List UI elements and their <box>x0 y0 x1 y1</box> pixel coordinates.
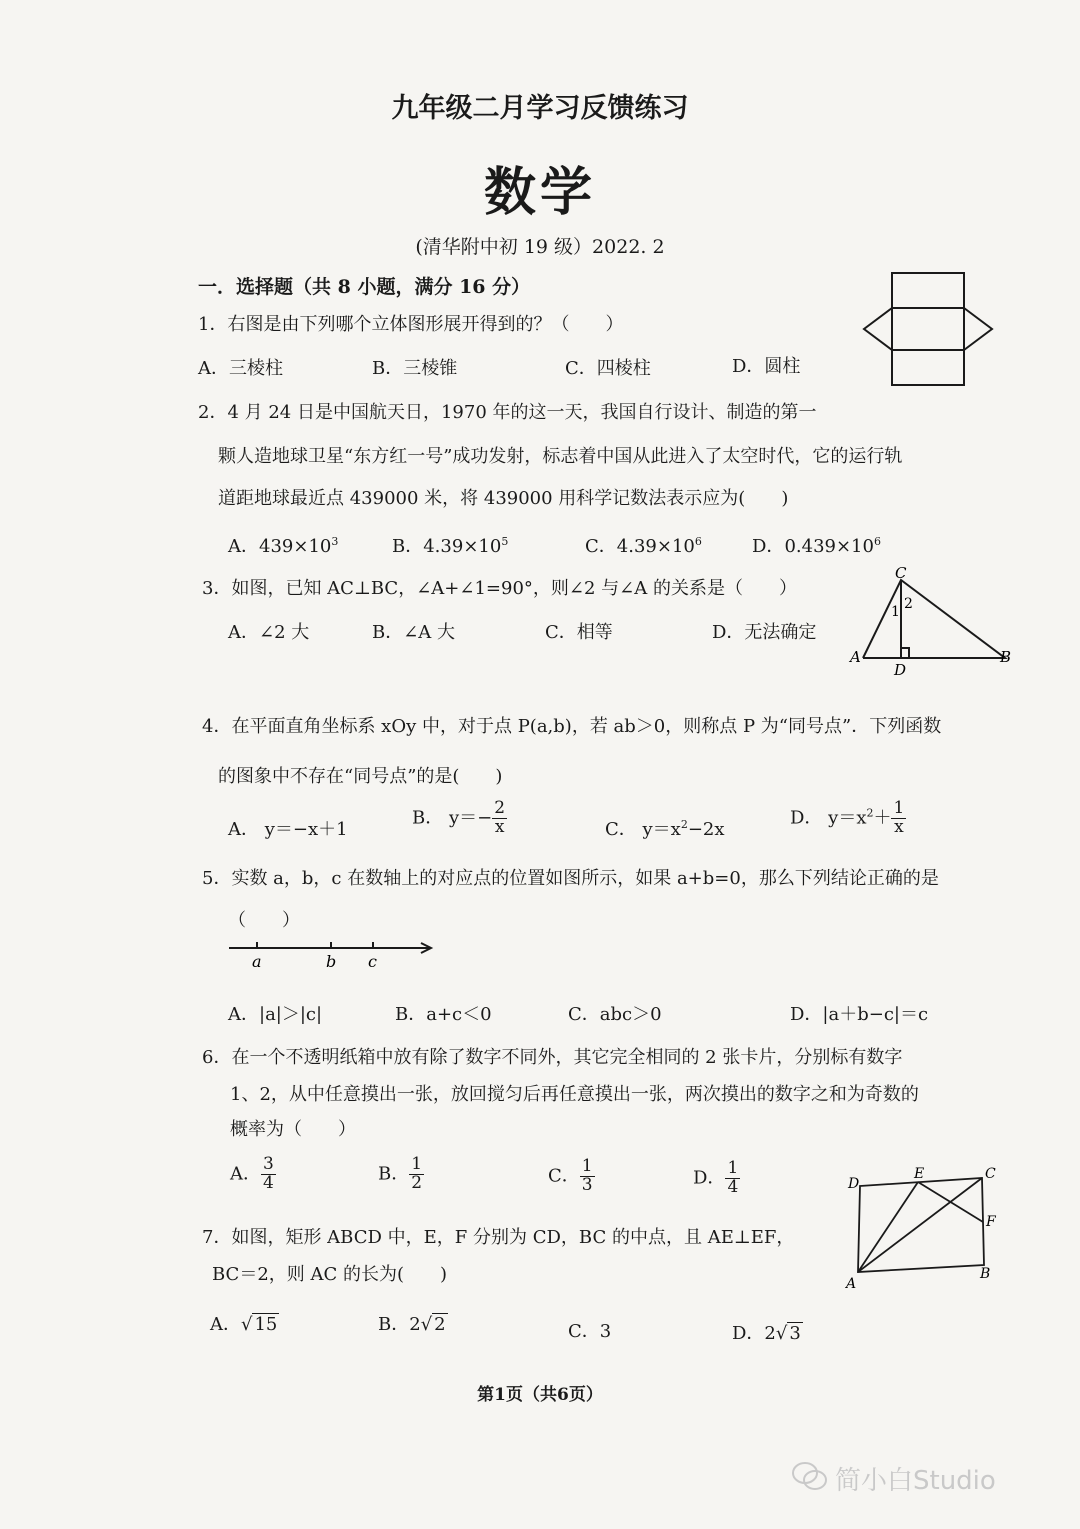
wechat-icon <box>790 1458 830 1494</box>
q1-net-figure <box>858 268 998 392</box>
q5-stem: 5．实数 a，b，c 在数轴上的对应点的位置如图所示，如果 a+b=0，那么下列结论正确的是 <box>202 868 939 889</box>
q3-label-b: B <box>1000 648 1012 666</box>
q4-line2: 的图象中不存在“同号点”的是( ) <box>218 766 503 787</box>
subject-title: 数学 <box>483 162 596 223</box>
q5-number-line <box>225 934 440 974</box>
q5-option-c: C．abc＞0 <box>568 1004 662 1025</box>
q6-option-c: C． $\frac{1}{3}$ <box>548 1156 593 1195</box>
q5-option-d: D．|a＋b−c|＝c <box>790 1004 929 1025</box>
q3-label-a: A <box>850 648 861 666</box>
q6-option-a: A． $\frac{3}{4}$ <box>230 1154 274 1193</box>
q3-option-c: C．相等 <box>545 622 613 643</box>
q3-option-d: D．无法确定 <box>712 622 817 643</box>
q1-option-c: C．四棱柱 <box>565 358 651 379</box>
q7-label-a: A <box>846 1276 857 1292</box>
q7-label-c: C <box>985 1166 996 1182</box>
q2-line2: 颗人造地球卫星“东方红一号”成功发射，标志着中国从此进入了太空时代，它的运行轨 <box>218 446 903 467</box>
q7-line2: BC＝2，则 AC 的长为( ) <box>212 1264 448 1285</box>
q5-option-b: B．a+c＜0 <box>395 1004 492 1025</box>
q3-label-d: D <box>894 661 907 679</box>
q4-option-a: A． y＝−x＋1 <box>228 819 348 840</box>
q1-option-a: A．三棱柱 <box>198 358 283 379</box>
q3-stem: 3．如图，已知 AC⊥BC，∠A+∠1=90°，则∠2 与∠A 的关系是（ ） <box>202 578 797 599</box>
q2-option-d: D．$0.439\times 10^6$ <box>752 535 881 557</box>
q2-option-c: C．$4.39\times 10^6$ <box>585 535 702 557</box>
q1-option-d: D．圆柱 <box>732 356 801 377</box>
q3-label-angle2: 2 <box>904 596 913 612</box>
q7-label-e: E <box>914 1166 925 1182</box>
q7-label-f: F <box>986 1214 996 1230</box>
q6-option-b: B． $\frac{1}{2}$ <box>378 1154 423 1193</box>
q3-triangle-figure <box>845 562 1020 682</box>
q3-label-c: C <box>895 564 907 582</box>
q5-axis-c: c <box>368 952 377 971</box>
q5-axis-b: b <box>326 952 337 971</box>
q4-option-c: C． $y=x^2-2x$ <box>605 818 725 840</box>
q3-option-b: B．∠A 大 <box>372 622 456 643</box>
page-number: 第1页（共6页） <box>477 1385 603 1405</box>
q1-option-b: B．三棱锥 <box>372 358 458 379</box>
q2-line1: 2．4 月 24 日是中国航天日，1970 年的这一天，我国自行设计、制造的第一 <box>198 402 817 423</box>
q3-label-angle1: 1 <box>891 604 900 620</box>
q7-option-c: C．3 <box>568 1321 612 1342</box>
q5-axis-a: a <box>252 952 262 971</box>
q5-paren: （ ） <box>228 910 300 931</box>
q7-option-b: B．2√ 2 <box>378 1314 446 1335</box>
section-title: 一．选择题（共 8 小题，满分 16 分） <box>198 276 531 298</box>
q2-option-a: A．$439\times 10^3$ <box>228 535 339 557</box>
q4-option-d: D． $y=x^2+$ $\frac{1}{x}$ <box>790 798 905 837</box>
q6-line2: 1、2，从中任意摸出一张，放回搅匀后再任意摸出一张，两次摸出的数字之和为奇数的 <box>230 1084 919 1105</box>
q3-option-a: A．∠2 大 <box>228 622 310 643</box>
exam-subtitle: 九年级二月学习反馈练习 <box>391 93 689 124</box>
q2-line3: 道距地球最近点 439000 米，将 439000 用科学记数法表示应为( ) <box>218 488 789 509</box>
q7-label-b: B <box>980 1266 991 1282</box>
watermark-text: 简小白Studio <box>835 1466 996 1496</box>
q7-line1: 7．如图，矩形 ABCD 中，E，F 分别为 CD，BC 的中点，且 AE⊥EF， <box>202 1227 795 1248</box>
q4-option-b: B． y＝− $\frac{2}{x}$ <box>412 798 506 837</box>
exam-source: (清华附中初 19 级）2022. 2 <box>415 236 665 258</box>
q7-option-d: D．2√ 3 <box>732 1323 801 1344</box>
q6-line1: 6．在一个不透明纸箱中放有除了数字不同外，其它完全相同的 2 张卡片，分别标有数字 <box>202 1047 903 1068</box>
q7-label-d: D <box>848 1176 860 1192</box>
q7-rectangle-figure <box>840 1162 1010 1297</box>
q2-option-b: B．$4.39\times 10^5$ <box>392 535 509 557</box>
q5-option-a: A．|a|＞|c| <box>228 1004 323 1025</box>
q6-line3: 概率为（ ） <box>230 1119 356 1140</box>
q7-option-a: A．√ 15 <box>210 1314 278 1335</box>
q4-line1: 4．在平面直角坐标系 xOy 中，对于点 P(a,b)，若 ab＞0，则称点 P 为“同号点”．下列函数 <box>202 716 942 737</box>
q1-stem: 1．右图是由下列哪个立体图形展开得到的？（ ） <box>198 314 624 335</box>
q6-option-d: D． $\frac{1}{4}$ <box>693 1158 739 1197</box>
